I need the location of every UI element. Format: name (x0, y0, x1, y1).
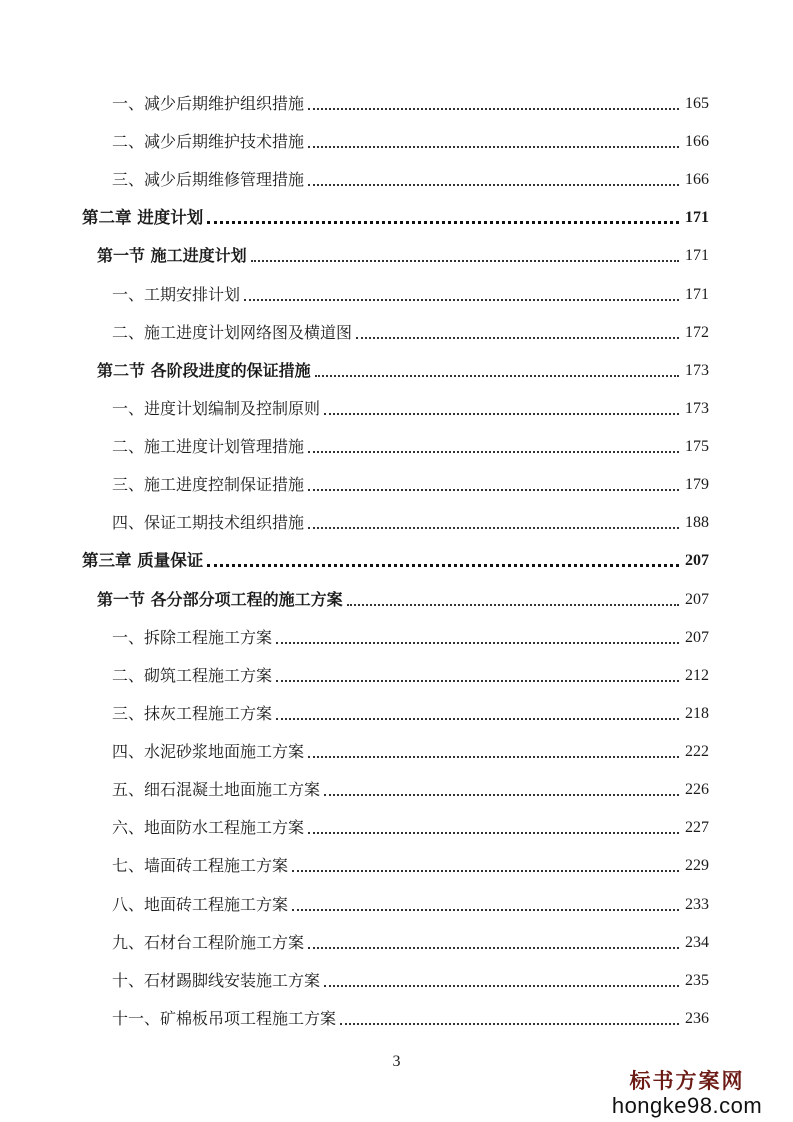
toc-entry-title: 二、减少后期维护技术措施 (112, 132, 305, 151)
toc-entry-page: 171 (685, 209, 709, 226)
dot-leader (308, 812, 679, 834)
dot-leader (207, 201, 679, 224)
toc-entry[interactable] (112, 929, 709, 953)
toc-entry[interactable] (112, 166, 709, 190)
dot-leader (324, 393, 679, 415)
toc-entry-page: 171 (685, 247, 709, 264)
toc-entry-title: 第二章 进度计划 (82, 208, 204, 227)
toc-entry-title: 三、抹灰工程施工方案 (112, 704, 273, 723)
toc-entry-page: 218 (685, 705, 709, 722)
toc-entry-page: 165 (685, 95, 709, 112)
toc-entry[interactable] (112, 662, 709, 686)
toc-entry-page: 188 (685, 514, 709, 531)
toc-entry-page: 234 (685, 934, 709, 951)
toc-entry-title: 一、工期安排计划 (112, 285, 241, 304)
toc-entry[interactable] (112, 891, 709, 915)
dot-leader (292, 850, 679, 872)
toc-entry[interactable] (112, 967, 709, 991)
toc-entry-page: 222 (685, 743, 709, 760)
toc-entry-page: 236 (685, 1010, 709, 1027)
toc-entry-page: 173 (685, 400, 709, 417)
dot-leader (276, 622, 679, 644)
toc-entry-page: 207 (685, 552, 709, 569)
toc-entry-title: 第一节 各分部分项工程的施工方案 (97, 590, 343, 609)
toc-entry-page: 212 (685, 667, 709, 684)
dot-leader (356, 317, 679, 339)
toc-entry-title: 二、施工进度计划管理措施 (112, 437, 305, 456)
toc-chapter-entry[interactable] (82, 204, 709, 228)
toc-entry[interactable] (112, 814, 709, 838)
toc-entry[interactable] (112, 509, 709, 533)
page-number: 3 (392, 1053, 401, 1070)
toc-entry[interactable] (112, 433, 709, 457)
toc-entry[interactable] (112, 852, 709, 876)
dot-leader (207, 544, 679, 567)
toc-entry-title: 七、墙面砖工程施工方案 (112, 856, 289, 875)
toc-entry-page: 175 (685, 438, 709, 455)
toc-entry-title: 八、地面砖工程施工方案 (112, 895, 289, 914)
dot-leader (324, 774, 679, 796)
toc-entry-title: 一、减少后期维护组织措施 (112, 94, 305, 113)
toc-entry-page: 226 (685, 781, 709, 798)
toc-entry-title: 十、石材踢脚线安装施工方案 (112, 971, 321, 990)
toc-entry-page: 172 (685, 324, 709, 341)
watermark-text-cn: 标书方案网 (629, 1068, 745, 1093)
toc-entry-page: 207 (685, 629, 709, 646)
dot-leader (276, 660, 679, 682)
toc-entry-page: 233 (685, 896, 709, 913)
toc-entry-title: 第三章 质量保证 (82, 551, 204, 570)
dot-leader (244, 279, 679, 301)
toc-section-entry[interactable] (97, 586, 709, 610)
toc-entry-page: 171 (685, 286, 709, 303)
toc-entry[interactable] (112, 128, 709, 152)
toc-entry-title: 第一节 施工进度计划 (97, 246, 247, 265)
dot-leader (308, 927, 679, 949)
toc-entry-page: 207 (685, 591, 709, 608)
toc-entry-page: 229 (685, 857, 709, 874)
toc-entry-page: 179 (685, 476, 709, 493)
dot-leader (308, 88, 679, 110)
toc-entry[interactable] (112, 395, 709, 419)
toc-entry-title: 九、石材台工程阶施工方案 (112, 933, 305, 952)
toc-entry[interactable] (112, 776, 709, 800)
dot-leader (292, 889, 679, 911)
toc-entry[interactable] (112, 281, 709, 305)
watermark-logo (597, 1068, 777, 1118)
dot-leader (308, 431, 679, 453)
dot-leader (324, 965, 679, 987)
toc-entry-title: 四、保证工期技术组织措施 (112, 513, 305, 532)
dot-leader (251, 240, 679, 262)
toc-entry[interactable] (112, 700, 709, 724)
toc-entry-title: 一、拆除工程施工方案 (112, 628, 273, 647)
toc-entry-page: 166 (685, 133, 709, 150)
toc-entry-title: 四、水泥砂浆地面施工方案 (112, 742, 305, 761)
toc-entry-title: 三、施工进度控制保证措施 (112, 475, 305, 494)
dot-leader (308, 126, 679, 148)
dot-leader (276, 698, 679, 720)
toc-entry[interactable] (112, 624, 709, 648)
toc-section-entry[interactable] (97, 242, 709, 266)
toc-entry[interactable] (112, 90, 709, 114)
toc-section-entry[interactable] (97, 357, 709, 381)
toc-entry-title: 一、进度计划编制及控制原则 (112, 399, 321, 418)
toc-entry-title: 二、砌筑工程施工方案 (112, 666, 273, 685)
toc-entry[interactable] (112, 1005, 709, 1029)
toc-entry-title: 二、施工进度计划网络图及横道图 (112, 323, 353, 342)
dot-leader (308, 164, 679, 186)
toc-entry[interactable] (112, 319, 709, 343)
toc-entry-page: 166 (685, 171, 709, 188)
dot-leader (347, 584, 679, 606)
toc-entry-page: 227 (685, 819, 709, 836)
toc-entry-title: 五、细石混凝土地面施工方案 (112, 780, 321, 799)
toc-entry[interactable] (112, 471, 709, 495)
toc-entry-title: 六、地面防水工程施工方案 (112, 818, 305, 837)
toc-entry[interactable] (112, 738, 709, 762)
toc-entry-title: 第二节 各阶段进度的保证措施 (97, 361, 311, 380)
dot-leader (308, 507, 679, 529)
toc-chapter-entry[interactable] (82, 547, 709, 571)
watermark-text-url: hongke98.com (611, 1093, 763, 1118)
dot-leader (308, 736, 679, 758)
toc-entry-title: 十一、矿棉板吊项工程施工方案 (112, 1009, 337, 1028)
toc-entry-page: 173 (685, 362, 709, 379)
dot-leader (308, 469, 679, 491)
toc-entry-title: 三、减少后期维修管理措施 (112, 170, 305, 189)
toc-entry-page: 235 (685, 972, 709, 989)
dot-leader (315, 355, 679, 377)
dot-leader (340, 1003, 679, 1025)
